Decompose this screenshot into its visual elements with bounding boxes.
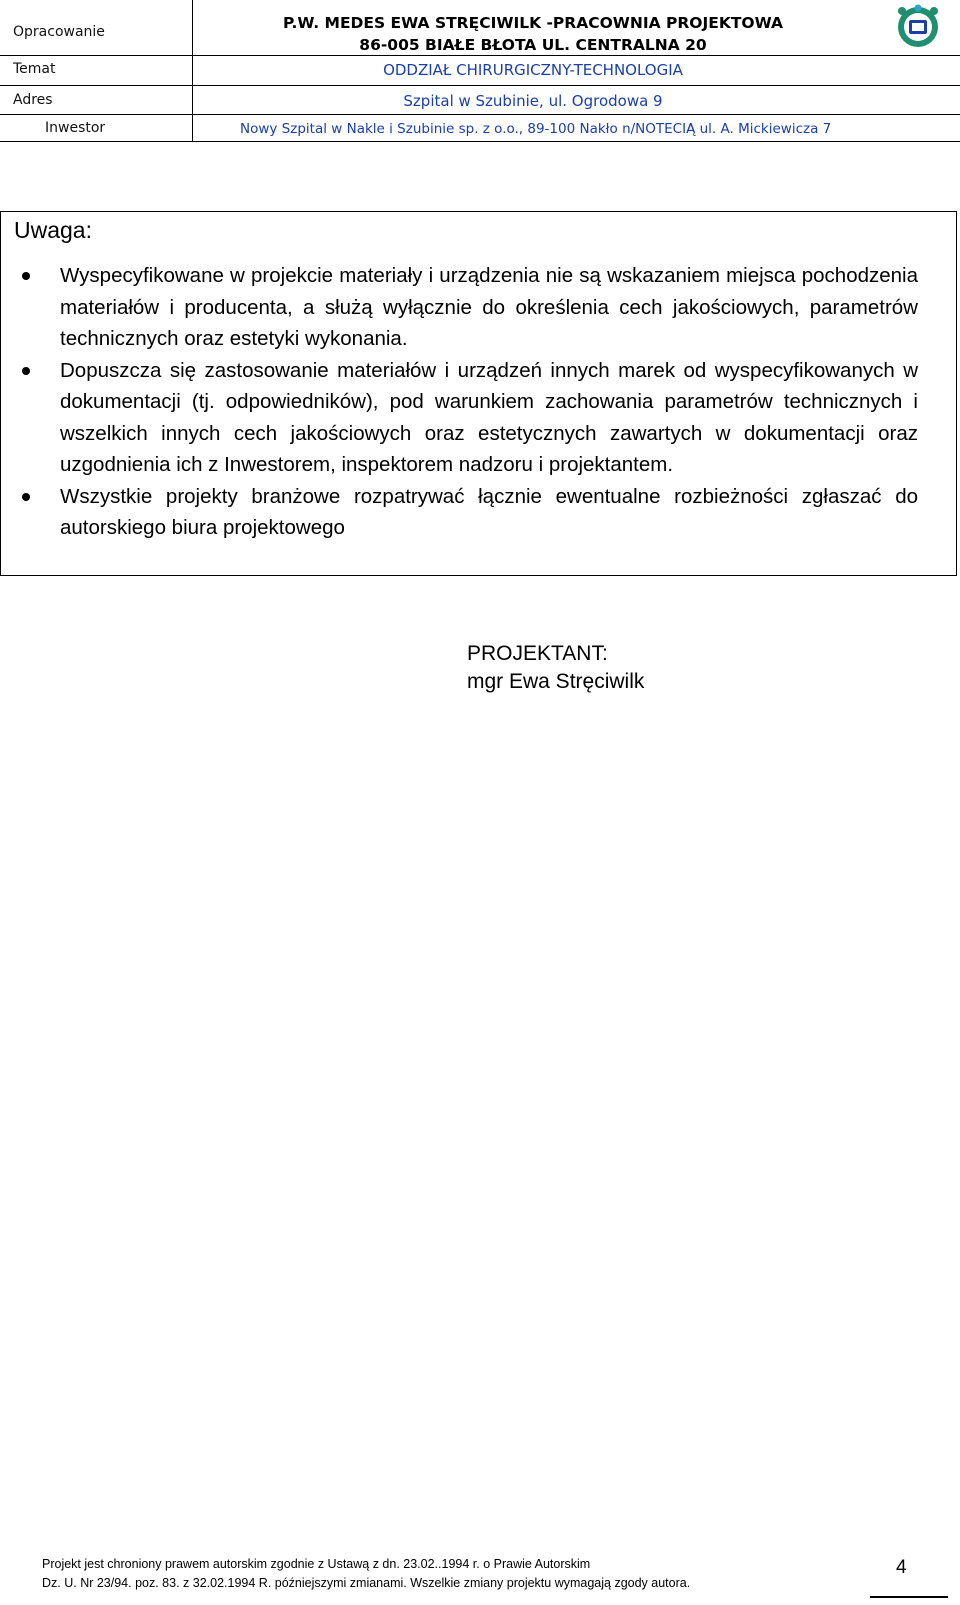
label-address: Adres bbox=[13, 92, 53, 108]
subject-value: ODDZIAŁ CHIRURGICZNY-TECHNOLOGIA bbox=[383, 61, 683, 79]
header-rule bbox=[0, 114, 960, 115]
label-investor: Inwestor bbox=[45, 120, 106, 136]
label-subject: Temat bbox=[13, 61, 56, 77]
footer-line-2: Dz. U. Nr 23/94. poz. 83. z 32.02.1994 R. późniejszymi zmianami. Wszelkie zmiany projektu wymagają zgody autora. bbox=[42, 1576, 691, 1590]
designer-role: PROJEKTANT: bbox=[467, 642, 608, 665]
note-box bbox=[0, 211, 957, 576]
note-bullet-3: Wszystkie projekty branżowe rozpatrywać łącznie ewentualne rozbieżności zgłaszać do autorskiego biura projektowego bbox=[60, 481, 918, 544]
document-header bbox=[0, 0, 960, 142]
header-rule bbox=[0, 141, 960, 142]
page-number-underline bbox=[870, 1596, 948, 1598]
designer-name: mgr Ewa Stręciwilk bbox=[467, 670, 645, 693]
investor-value: Nowy Szpital w Nakle i Szubinie sp. z o.o., 89-100 Nakło n/NOTECIĄ ul. A. Mickiewicza 7 bbox=[240, 121, 832, 137]
label-prepared-by: Opracowanie bbox=[13, 24, 105, 40]
header-rule bbox=[0, 85, 960, 86]
note-bullet-list bbox=[60, 260, 918, 544]
page-number: 4 bbox=[896, 1557, 907, 1578]
note-title: Uwaga: bbox=[14, 217, 92, 243]
address-value: Szpital w Szubinie, ul. Ogrodowa 9 bbox=[403, 92, 663, 110]
note-bullet-1: Wyspecyfikowane w projekcie materiały i urządzenia nie są wskazaniem miejsca pochodzenia materiałów i producenta, a służą wyłącznie do określenia cech jakościowych, parametrów technicznych oraz estetyki wykonania. bbox=[60, 260, 918, 355]
designer-signature bbox=[467, 640, 644, 696]
copyright-footer bbox=[42, 1555, 690, 1593]
firm-name bbox=[193, 12, 873, 56]
firm-line-1: P.W. MEDES EWA STRĘCIWILK -PRACOWNIA PROJEKTOWA bbox=[283, 14, 783, 32]
footer-line-1: Projekt jest chroniony prawem autorskim zgodnie z Ustawą z dn. 23.02..1994 r. o Prawie Autorskim bbox=[42, 1557, 591, 1571]
note-bullet-2: Dopuszcza się zastosowanie materiałów i urządzeń innych marek od wyspecyfikowanych w dokumentacji (tj. odpowiedników), pod warunkiem zachowania parametrów technicznych i wszelkich innych cech jakościowych oraz estetycznych zawartych w dokumentacji oraz uzgodnienia ich z Inwestorem, inspektorem nadzoru i projektantem. bbox=[60, 355, 918, 481]
firm-line-2: 86-005 BIAŁE BŁOTA UL. CENTRALNA 20 bbox=[359, 36, 707, 54]
company-logo-icon bbox=[893, 4, 943, 50]
